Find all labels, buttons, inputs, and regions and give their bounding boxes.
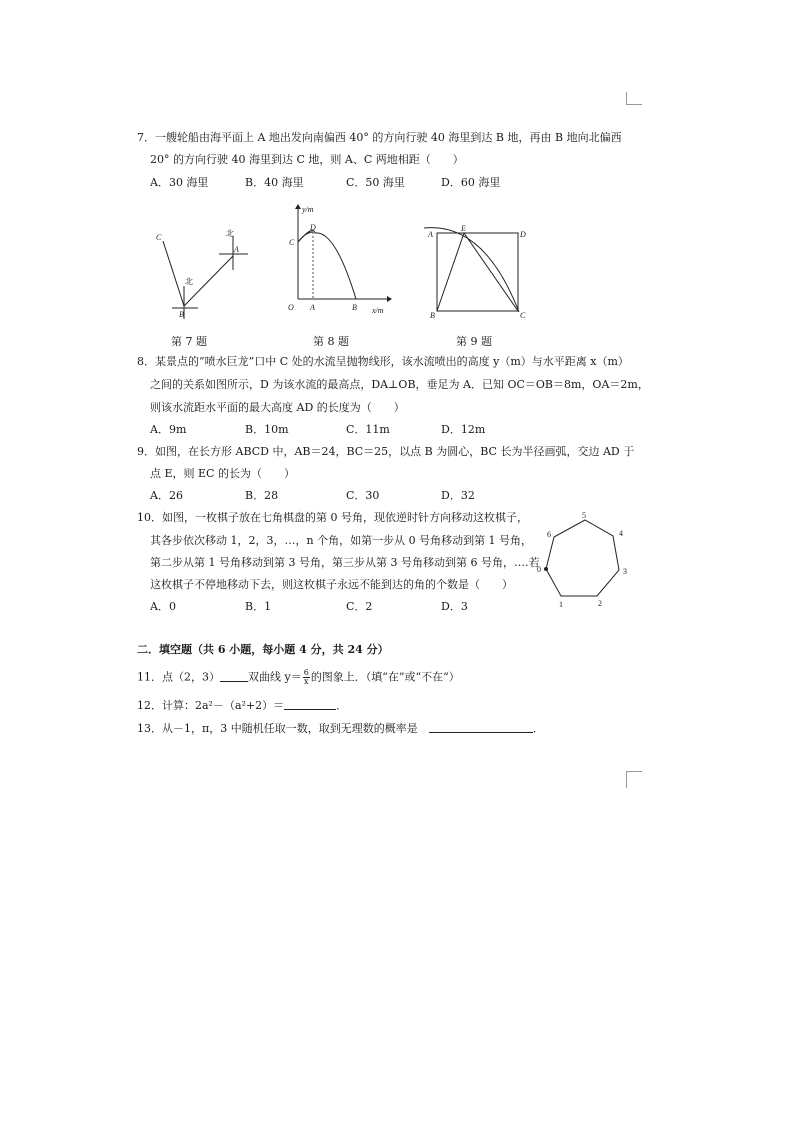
fig7-label-north-b: 北 xyxy=(185,277,193,286)
q10-option-c: C．2 xyxy=(346,600,373,613)
q10-option-d: D．3 xyxy=(441,600,468,613)
q11-answer-blank[interactable] xyxy=(220,670,248,682)
q9-option-c: C．30 xyxy=(346,489,380,502)
fig10-heptagon-shape xyxy=(546,520,619,596)
q7-option-c: C．50 海里 xyxy=(346,176,405,189)
q8-line-3: 则该水流距水平面的最大高度 AD 的长度为（ ） xyxy=(150,401,405,414)
fig7-line-bc xyxy=(163,241,184,306)
fig8-label-xlabel: x/m xyxy=(372,306,384,315)
fig9-line-ec xyxy=(464,233,518,311)
q7-option-a: A．30 海里 xyxy=(150,176,209,189)
q11-fraction-numerator: 6 xyxy=(303,668,309,677)
q11-line xyxy=(137,669,460,686)
q8-option-b: B．10m xyxy=(245,423,289,436)
fig9-label-a: A xyxy=(428,230,433,239)
fig7-label-north-a: 北 xyxy=(226,229,234,238)
q12-prefix: 12．计算：2a²－（a²+2）＝ xyxy=(137,699,285,712)
q8-line-2: 之间的关系如图所示，D 为该水流的最高点，DA⊥OB，垂足为 A．已知 OC＝OB＝8m，OA＝2m， xyxy=(150,378,649,391)
q11-fraction xyxy=(303,669,310,686)
fig9-arc xyxy=(424,228,519,312)
fig10-vertex-3: 3 xyxy=(623,567,627,576)
q13-suffix: ． xyxy=(532,722,544,735)
q10-option-b: B．1 xyxy=(245,600,272,613)
figure-10-heptagon xyxy=(534,508,634,610)
q10-line-4: 这枚棋子不停地移动下去，则这枚棋子永远不能到达的角的个数是（ ） xyxy=(150,578,513,591)
fig9-rectangle xyxy=(437,233,518,311)
q11-middle: 双曲线 y＝ xyxy=(248,670,302,684)
q11-fraction-denominator: x xyxy=(304,677,309,686)
fig8-label-ylabel: y/m xyxy=(302,205,314,214)
q9-option-b: B．28 xyxy=(245,489,279,502)
fig8-label-b: B xyxy=(352,303,357,312)
q12-line xyxy=(137,698,347,713)
crop-mark-top-right xyxy=(626,92,642,105)
q9-option-a: A．26 xyxy=(150,489,183,502)
figure-8 xyxy=(280,200,395,320)
fig10-chess-piece xyxy=(544,567,548,571)
crop-mark-bottom-right xyxy=(626,771,642,788)
q9-line-1: 9．如图，在长方形 ABCD 中，AB＝24，BC＝25，以点 B 为圆心，BC 长为半径画弧，交边 AD 于 xyxy=(137,445,635,458)
fig8-label-c: C xyxy=(289,238,295,247)
fig7-label-c: C xyxy=(156,233,162,242)
fig7-label-b: B xyxy=(179,310,184,319)
fig10-vertex-1: 1 xyxy=(559,600,563,609)
fig10-vertex-0: 0 xyxy=(537,565,541,574)
q12-answer-blank[interactable] xyxy=(284,698,336,710)
q12-suffix: ． xyxy=(336,699,348,712)
q11-suffix: 的图象上．（填“在”或“不在”） xyxy=(310,670,460,684)
q8-option-c: C．11m xyxy=(346,423,390,436)
q7-option-b: B．40 海里 xyxy=(245,176,304,189)
section-2-heading: 二．填空题（共 6 小题，每小题 4 分，共 24 分） xyxy=(137,643,389,656)
figure-7 xyxy=(150,220,260,320)
fig9-label-c: C xyxy=(520,311,526,320)
q7-option-d: D．60 海里 xyxy=(441,176,501,189)
q7-line-1: 7．一艘轮船由海平面上 A 地出发向南偏西 40° 的方向行驶 40 海里到达 B 地，再由 B 地向北偏西 xyxy=(137,131,622,144)
q13-line xyxy=(137,721,544,736)
fig7-caption: 第 7 题 xyxy=(171,335,207,348)
q13-prefix: 13．从－1，π，3 中随机任取一数，取到无理数的概率是 xyxy=(137,722,418,735)
fig9-label-d: D xyxy=(520,230,526,239)
fig10-vertex-5: 5 xyxy=(582,511,586,520)
q10-line-1: 10．如图，一枚棋子放在七角棋盘的第 0 号角，现依逆时针方向移动这枚棋子， xyxy=(137,511,528,524)
q9-line-2: 点 E，则 EC 的长为（ ） xyxy=(150,467,295,480)
fig10-vertex-4: 4 xyxy=(619,529,623,538)
q8-line-1: 8．某景点的“喷水巨龙”口中 C 处的水流呈抛物线形，该水流喷出的高度 y（m）与水平距离 x（m） xyxy=(137,355,629,368)
q11-prefix: 11．点（2，3） xyxy=(137,670,220,684)
fig10-vertex-2: 2 xyxy=(598,599,602,608)
q7-line-2: 20° 的方向行驶 40 海里到达 C 地，则 A、C 两地相距（ ） xyxy=(150,153,464,166)
fig10-vertex-6: 6 xyxy=(547,530,551,539)
fig8-label-d: D xyxy=(310,223,316,232)
figure-9 xyxy=(424,220,534,320)
fig8-label-a: A xyxy=(310,303,315,312)
fig9-line-be xyxy=(437,233,464,311)
q10-line-3: 第二步从第 1 号角移动到第 3 号角，第三步从第 3 号角移动到第 6 号角，….若 xyxy=(150,556,540,569)
fig7-label-a: A xyxy=(234,245,239,254)
fig9-caption: 第 9 题 xyxy=(456,335,492,348)
q8-option-d: D．12m xyxy=(441,423,486,436)
q10-option-a: A．0 xyxy=(150,600,176,613)
fig9-label-b: B xyxy=(430,311,435,320)
fig8-label-o: O xyxy=(288,303,294,312)
q9-option-d: D．32 xyxy=(441,489,475,502)
q10-line-2: 其各步依次移动 1，2，3，…，n 个角，如第一步从 0 号角移动到第 1 号角， xyxy=(150,534,533,547)
fig8-parabola xyxy=(298,230,356,299)
fig9-label-e: E xyxy=(461,224,466,233)
q8-option-a: A．9m xyxy=(150,423,187,436)
q13-answer-blank[interactable] xyxy=(429,721,533,733)
fig8-caption: 第 8 题 xyxy=(313,335,349,348)
